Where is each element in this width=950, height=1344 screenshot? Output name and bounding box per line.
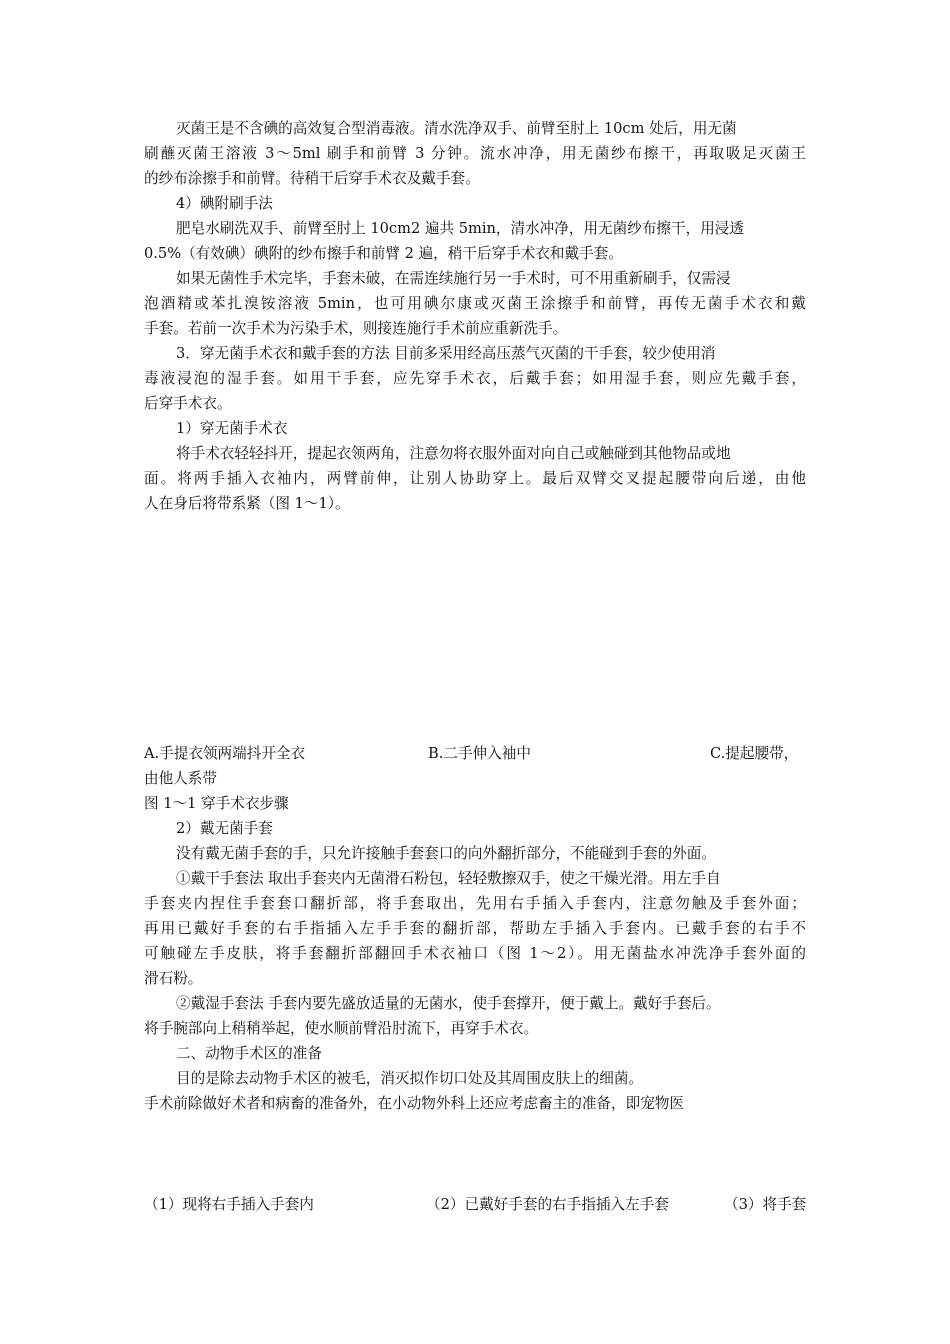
para3-line1: 如果无菌性手术完毕，手套未破，在需连续施行另一手术时，可不用重新刷手，仅需浸 xyxy=(176,270,731,287)
heading-sterile-gloves: 2）戴无菌手套 xyxy=(176,820,273,837)
para8-line1: ②戴湿手套法 手套内要先盛放适量的无菌水，使手套撑开，便于戴上。戴好手套后。 xyxy=(176,995,721,1012)
figure1-title: 图 1～1 穿手术衣步骤 xyxy=(144,795,289,812)
figure2-caption-2: （2）已戴好手套的右手指插入左手套 xyxy=(426,1196,669,1213)
para8-line2: 将手腕部向上稍稍举起，使水顺前臂沿肘流下，再穿手术衣。 xyxy=(144,1020,539,1037)
para1-line3: 的纱布涂擦手和前臂。待稍干后穿手术衣及戴手套。 xyxy=(144,170,480,187)
para1-line1: 灭菌王是不含碘的高效复合型消毒液。清水洗净双手、前臂至肘上 10cm 处后，用无菌 xyxy=(176,120,737,137)
para4-line2: 毒液浸泡的湿手套。如用干手套，应先穿手术衣，后戴手套；如用湿手套，则应先戴手套， xyxy=(144,370,806,387)
para2-line1: 肥皂水刷洗双手、前臂至肘上 10cm2 遍共 5min，清水冲净，用无菌纱布擦干，用浸透 xyxy=(176,220,744,237)
para9-line1: 目的是除去动物手术区的被毛，消灭拟作切口处及其周围皮肤上的细菌。 xyxy=(176,1070,644,1087)
figure2-caption-1: （1）现将右手插入手套内 xyxy=(144,1196,314,1213)
heading-sterile-gown: 1）穿无菌手术衣 xyxy=(176,420,288,437)
para7-line2: 手套夹内捏住手套套口翻折部，将手套取出，先用右手插入手套内，注意勿触及手套外面； xyxy=(144,895,806,912)
heading-iodine-brush: 4）碘附刷手法 xyxy=(176,195,273,212)
para6-line1: 没有戴无菌手套的手，只允许接触手套套口的向外翻折部分，不能碰到手套的外面。 xyxy=(176,845,716,862)
para10-line1: 手术前除做好术者和病畜的准备外，在小动物外科上还应考虑畜主的准备，即宠物医 xyxy=(144,1095,684,1112)
para5-line2: 面。将两手插入衣袖内，两臂前伸，让别人协助穿上。最后双臂交叉提起腰带向后递，由他 xyxy=(144,470,806,487)
para5-line3: 人在身后将带系紧（图 1～1）。 xyxy=(144,495,350,512)
para1-line2: 刷蘸灭菌王溶液 3～5ml 刷手和前臂 3 分钟。流水冲净，用无菌纱布擦干，再取吸足灭菌王 xyxy=(144,145,806,162)
figure1-caption-a: A.手提衣领两端抖开全衣 xyxy=(144,745,306,762)
figure1-caption-c: C.提起腰带， xyxy=(710,745,799,762)
para4-line1: 3．穿无菌手术衣和戴手套的方法 目前多采用经高压蒸气灭菌的干手套，较少使用消 xyxy=(176,345,716,362)
figure2-caption-3: （3）将手套 xyxy=(724,1196,807,1213)
para7-line5: 滑石粉。 xyxy=(144,970,203,987)
para4-line3: 后穿手术衣。 xyxy=(144,395,232,412)
para3-line3: 手套。若前一次手术为污染手术，则接连施行手术前应重新洗手。 xyxy=(144,320,568,337)
para2-line2: 0.5%（有效碘）碘附的纱布擦手和前臂 2 遍，稍干后穿手术衣和戴手套。 xyxy=(144,245,623,262)
para7-line4: 可触碰左手皮肤，将手套翻折部翻回手术衣袖口（图 1～2）。用无菌盐水冲洗净手套外面的 xyxy=(144,945,806,962)
para7-line1: ①戴干手套法 取出手套夹内无菌滑石粉包，轻轻敷擦双手，使之干燥光滑。用左手自 xyxy=(176,870,721,887)
figure1-caption-b: B.二手伸入袖中 xyxy=(428,745,531,762)
para7-line3: 再用已戴好手套的右手指插入左手手套的翻折部，帮助左手插入手套内。已戴手套的右手不 xyxy=(144,920,806,937)
para5-line1: 将手术衣轻轻抖开，提起衣领两角，注意勿将衣服外面对向自己或触碰到其他物品或地 xyxy=(176,445,731,462)
para3-line2: 泡酒精或苯扎溴铵溶液 5min，也可用碘尔康或灭菌王涂擦手和前臂，再传无菌手术衣和戴 xyxy=(144,295,806,312)
figure1-caption-c-cont: 由他人系带 xyxy=(144,770,217,787)
heading-surgical-area-prep: 二、动物手术区的准备 xyxy=(176,1045,322,1062)
